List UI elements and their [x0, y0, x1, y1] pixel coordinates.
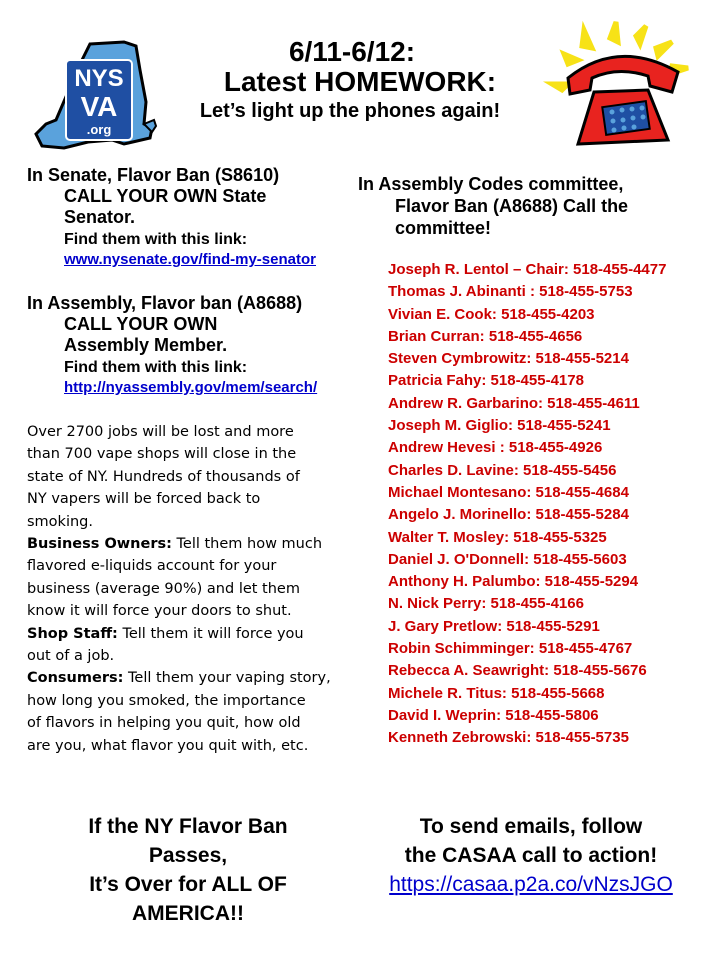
business-line: flavored e-liquids account for your [27, 558, 277, 575]
impact-text [27, 421, 357, 757]
footer-email-cta: To send emails, follow the CASAA call to action! https://casaa.p2a.co/vNzsJGO [356, 812, 706, 899]
logo-text-bottom: .org [86, 122, 112, 137]
committee-member: Thomas J. Abinanti : 518-455-5753 [388, 283, 633, 301]
shop-staff-label: Shop Staff: [27, 625, 118, 642]
committee-member: Michele R. Titus: 518-455-5668 [388, 684, 605, 702]
committee-member: Daniel J. O'Donnell: 518-455-5603 [388, 550, 627, 568]
page-title: Latest HOMEWORK: [223, 66, 497, 97]
committee-member: Kenneth Zebrowski: 518-455-5735 [388, 729, 629, 747]
committee-member: Vivian E. Cook: 518-455-4203 [388, 305, 595, 323]
committee-member: Brian Curran: 518-455-4656 [388, 327, 583, 345]
senate-call-line1: CALL YOUR OWN State [64, 186, 267, 206]
assembly-call-line1: CALL YOUR OWN [64, 314, 218, 334]
committee-member: Andrew R. Garbarino: 518-455-4611 [388, 394, 640, 412]
logo-text-mid: VA [80, 91, 118, 122]
consumers-line: are you, what flavor you quit with, etc. [27, 737, 309, 754]
committee-member: Anthony H. Palumbo: 518-455-5294 [388, 573, 639, 591]
committee-member: David I. Weprin: 518-455-5806 [388, 706, 599, 724]
impact-line: NY vapers will be forced back to [27, 491, 261, 508]
impact-line: Over 2700 jobs will be lost and more [27, 424, 294, 440]
business-line: Business Owners: Tell them how much [27, 536, 323, 553]
assembly-link[interactable]: http://nyassembly.gov/mem/search/ [64, 379, 318, 396]
business-owners-label: Business Owners: [27, 536, 172, 553]
impact-line: state of NY. Hundreds of thousands of [27, 468, 300, 485]
assembly-section [27, 293, 367, 397]
date-range: 6/11-6/12: [288, 36, 416, 67]
committee-member: Steven Cymbrowitz: 518-455-5214 [388, 350, 629, 368]
business-line: know it will force your doors to shut. [27, 603, 292, 620]
logo-text-top: NYS [74, 65, 124, 92]
senate-heading: In Senate, Flavor Ban (S8610) [27, 165, 280, 185]
staff-line: Shop Staff: Tell them it will force you [27, 625, 304, 642]
committee-member: Walter T. Mosley: 518-455-5325 [388, 528, 607, 546]
consumers-line: of flavors in helping you quit, how old [27, 715, 301, 732]
impact-line: smoking. [27, 513, 93, 530]
committee-member: Andrew Hevesi : 518-455-4926 [388, 439, 603, 457]
codes-committee-heading: In Assembly Codes committee, Flavor Ban (A8688) Call the committee! [358, 174, 629, 238]
assembly-call-line2: Assembly Member. [64, 335, 228, 355]
impact-line: than 700 vape shops will close in the [27, 446, 297, 463]
committee-member: Patricia Fahy: 518-455-4178 [388, 372, 584, 390]
consumers-label: Consumers: [27, 670, 124, 687]
consumers-line: Consumers: Tell them your vaping story, [27, 670, 331, 687]
page-subtitle: Let’s light up the phones again! [199, 100, 501, 122]
telephone-icon [538, 20, 698, 160]
senate-find-label: Find them with this link: [64, 231, 248, 248]
committee-member: J. Gary Pretlow: 518-455-5291 [388, 617, 600, 635]
assembly-heading: In Assembly, Flavor ban (A8688) [27, 293, 303, 313]
committee-member: N. Nick Perry: 518-455-4166 [388, 595, 584, 613]
casaa-link[interactable]: https://casaa.p2a.co/vNzsJGO [389, 873, 673, 896]
business-line: business (average 90%) and let them [27, 580, 300, 597]
senate-call-line2: Senator. [64, 207, 136, 227]
staff-line: out of a job. [27, 648, 115, 665]
senate-section [27, 165, 367, 269]
committee-member: Michael Montesano: 518-455-4684 [388, 483, 629, 501]
consumers-line: how long you smoked, the importance [27, 692, 306, 709]
nysva-logo [28, 40, 158, 152]
committee-member: Rebecca A. Seawright: 518-455-5676 [388, 662, 647, 680]
committee-member: Robin Schimminger: 518-455-4767 [388, 640, 633, 658]
committee-member: Joseph R. Lentol – Chair: 518-455-4477 [388, 261, 667, 278]
committee-member: Charles D. Lavine: 518-455-5456 [388, 461, 617, 479]
committee-member: Joseph M. Giglio: 518-455-5241 [388, 417, 611, 435]
footer-warning: If the NY Flavor Ban Passes, It’s Over for ALL OF AMERICA!! [88, 815, 288, 925]
assembly-find-label: Find them with this link: [64, 359, 248, 376]
senate-link[interactable]: www.nysenate.gov/find-my-senator [64, 251, 316, 268]
committee-member-list [388, 259, 708, 750]
committee-member: Angelo J. Morinello: 518-455-5284 [388, 506, 629, 524]
